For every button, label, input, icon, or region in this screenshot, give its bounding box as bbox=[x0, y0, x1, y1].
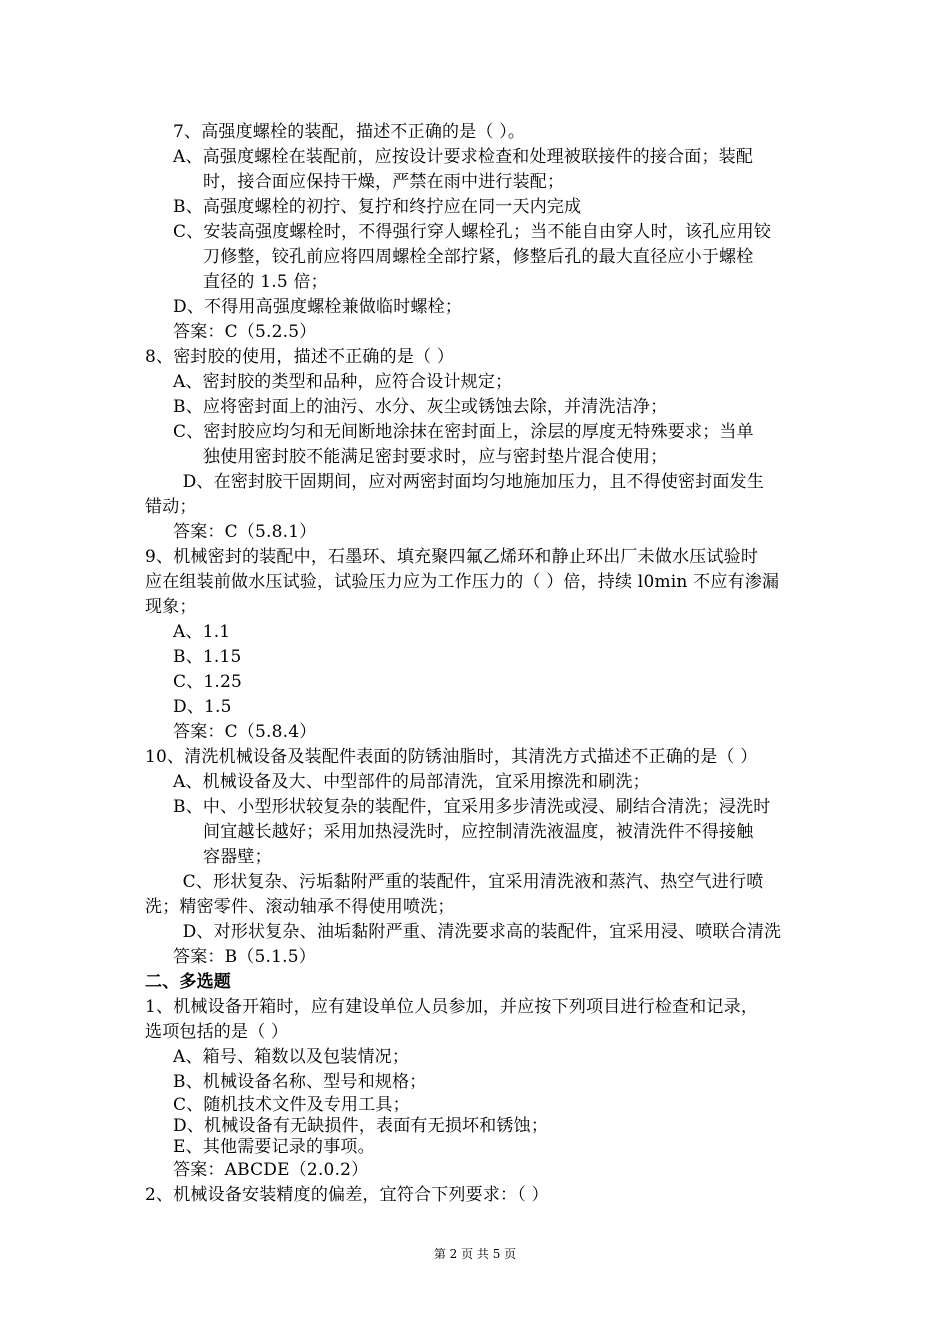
document-body bbox=[145, 120, 810, 1208]
option-continuation: 独使用密封胶不能满足密封要求时，应与密封垫片混合使用； bbox=[203, 447, 668, 467]
question-continuation: 选项包括的是（ ） bbox=[145, 1022, 289, 1042]
question-continuation: 现象； bbox=[145, 597, 197, 617]
option-line: C、1.25 bbox=[173, 672, 243, 692]
option-line: A、机械设备及大、中型部件的局部清洗，宜采用擦洗和刷洗； bbox=[173, 772, 650, 792]
option-line: B、应将密封面上的油污、水分、灰尘或锈蚀去除，并清洗洁净； bbox=[173, 397, 668, 417]
question-10: 10、清洗机械设备及装配件表面的防锈油脂时，其清洗方式描述不正确的是（ ） bbox=[145, 747, 758, 767]
multi-question-2: 2、机械设备安装精度的偏差，宜符合下列要求：（ ） bbox=[145, 1185, 549, 1205]
answer-line: 答案：C（5.2.5） bbox=[173, 322, 317, 342]
option-continuation: 容器壁； bbox=[203, 847, 272, 867]
answer-line: 答案：B（5.1.5） bbox=[173, 947, 316, 967]
question-continuation: 应在组装前做水压试验，试验压力应为工作压力的（ ）倍，持续 l0min 不应有渗漏 bbox=[145, 572, 780, 592]
multi-question-1: 1、机械设备开箱时，应有建设单位人员参加，并应按下列项目进行检查和记录， bbox=[145, 997, 759, 1017]
option-line: B、中、小型形状较复杂的装配件，宜采用多步清洗或浸、刷结合清洗；浸洗时 bbox=[173, 797, 771, 817]
option-line: E、其他需要记录的事项。 bbox=[173, 1137, 375, 1157]
question-7: 7、高强度螺栓的装配，描述不正确的是（ ）。 bbox=[173, 122, 526, 142]
answer-line: 答案：C（5.8.4） bbox=[173, 722, 317, 742]
option-line: D、对形状复杂、油垢黏附严重、清洗要求高的装配件，宜采用浸、喷联合清洗 bbox=[177, 922, 782, 942]
option-line: C、随机技术文件及专用工具； bbox=[173, 1095, 410, 1115]
question-9: 9、机械密封的装配中，石墨环、填充聚四氟乙烯环和静止环出厂未做水压试验时 bbox=[145, 547, 759, 567]
answer-line: 答案：ABCDE（2.0.2） bbox=[173, 1160, 369, 1180]
option-line: A、1.1 bbox=[173, 622, 231, 642]
option-line: B、高强度螺栓的初拧、复拧和终拧应在同一天内完成 bbox=[173, 197, 582, 217]
option-line: B、机械设备名称、型号和规格； bbox=[173, 1072, 427, 1092]
page-footer: 第 2 页 共 5 页 bbox=[433, 1247, 517, 1261]
option-line: D、在密封胶干固期间，应对两密封面均匀地施加压力，且不得使密封面发生 bbox=[177, 472, 765, 492]
option-line: D、机械设备有无缺损件，表面有无损坏和锈蚀； bbox=[173, 1116, 549, 1136]
option-continuation: 直径的 1.5 倍； bbox=[203, 272, 328, 292]
option-continuation: 错动； bbox=[145, 497, 197, 517]
question-8: 8、密封胶的使用，描述不正确的是（ ） bbox=[145, 347, 455, 367]
option-line: A、密封胶的类型和品种，应符合设计规定； bbox=[173, 372, 513, 392]
option-line: B、1.15 bbox=[173, 647, 242, 667]
option-continuation: 间宜越长越好；采用加热浸洗时，应控制清洗液温度，被清洗件不得接触 bbox=[203, 822, 754, 842]
option-line: D、1.5 bbox=[173, 697, 232, 717]
option-line: C、形状复杂、污垢黏附严重的装配件，宜采用清洗液和蒸汽、热空气进行喷 bbox=[177, 872, 764, 892]
answer-line: 答案：C（5.8.1） bbox=[173, 522, 317, 542]
option-line: D、不得用高强度螺栓兼做临时螺栓； bbox=[173, 297, 463, 317]
option-line: C、安装高强度螺栓时，不得强行穿人螺栓孔；当不能自由穿人时，该孔应用铰 bbox=[173, 222, 772, 242]
option-line: A、箱号、箱数以及包装情况； bbox=[173, 1047, 410, 1067]
option-continuation: 洗；精密零件、滚动轴承不得使用喷洗； bbox=[145, 897, 455, 917]
section-heading: 二、多选题 bbox=[145, 972, 231, 992]
option-continuation: 刀修整，铰孔前应将四周螺栓全部拧紧，修整后孔的最大直径应小于螺栓 bbox=[203, 247, 754, 267]
option-continuation: 时，接合面应保持干燥，严禁在雨中进行装配； bbox=[203, 172, 565, 192]
option-line: A、高强度螺栓在装配前，应按设计要求检查和处理被联接件的接合面；装配 bbox=[173, 147, 754, 167]
option-line: C、密封胶应均匀和无间断地涂抹在密封面上，涂层的厚度无特殊要求；当单 bbox=[173, 422, 754, 442]
